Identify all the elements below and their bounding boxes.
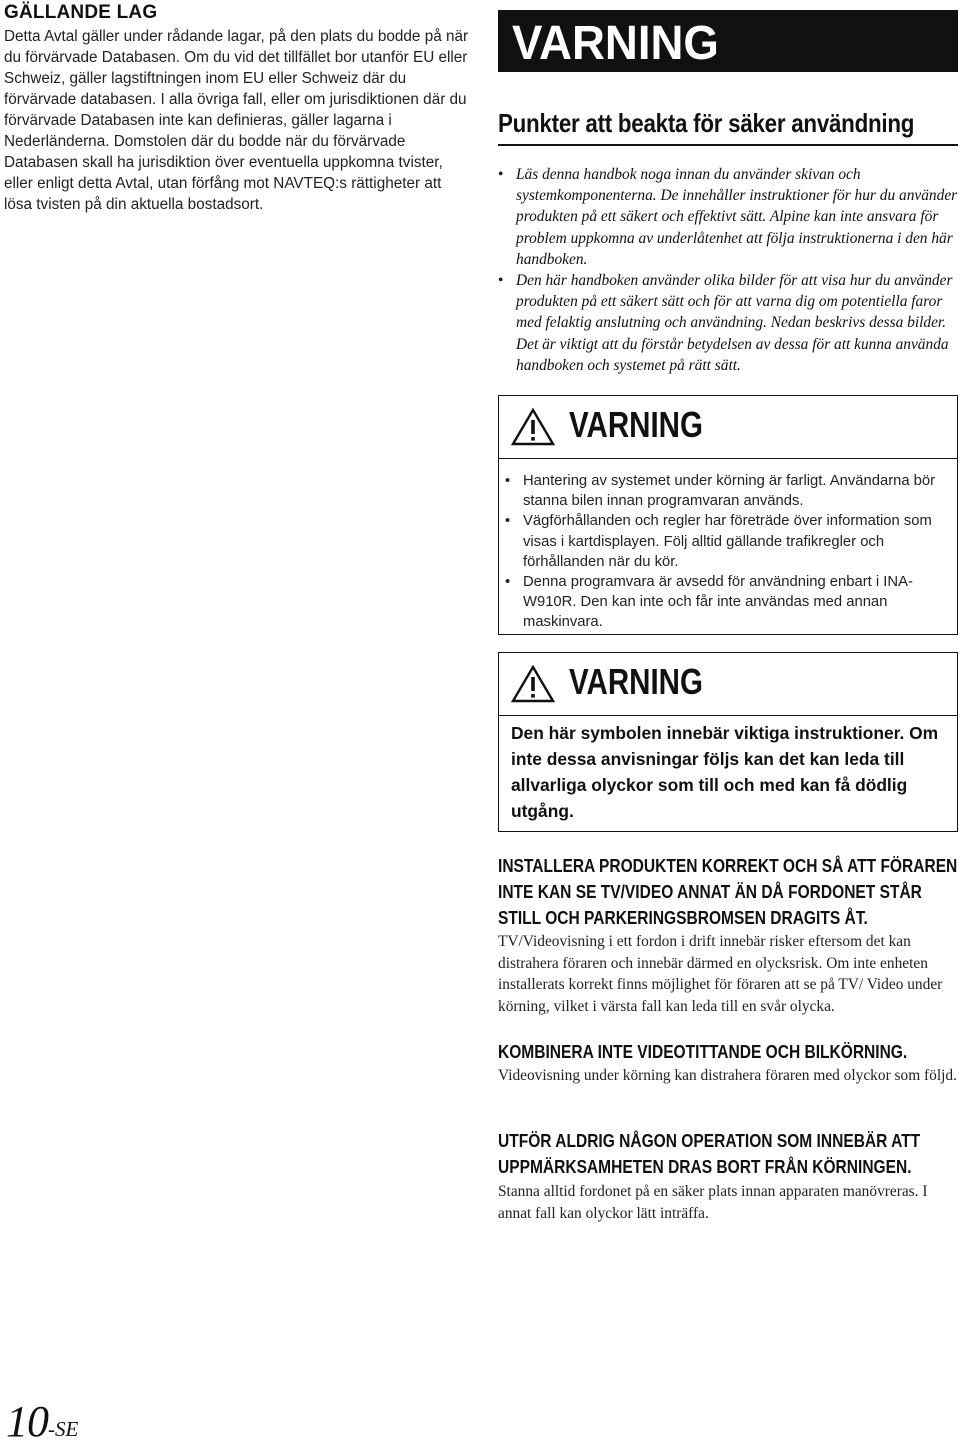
- warning-box-2: [498, 652, 958, 832]
- governing-law-body: Detta Avtal gäller under rådande lagar, på den plats du bodde på när du förvärvade Databasen. Om du vid det tillfället bor utanför EU eller Schweiz, gäller lagstiftningen inom EU eller Schweiz där du förvärvade databasen. I alla övriga fall, eller om jurisdiktionen där du förvärvade Databasen inte kan definieras, gäller lagarna i Nederländerna. Domstolen där du bodde när du förvärvade Databasen skall ha jurisdiktion över eventuella uppkomna tvister, eller enligt detta Avtal, utan förfång mot NAVTEQ:s rättigheter att lösa tvisten på din aktuella bostadsort.: [4, 28, 469, 213]
- bullet: •: [505, 513, 511, 530]
- warning-banner: [498, 10, 958, 72]
- safety-heading: Punkter att beakta för säker användning: [498, 108, 915, 138]
- bullet: •: [505, 574, 511, 591]
- bullet: •: [505, 473, 511, 489]
- safety-list: [498, 164, 958, 376]
- bullet: •: [498, 272, 504, 290]
- section-heading-video: KOMBINERA INTE VIDEOTITTANDE OCH BILKÖRNING.: [498, 1041, 908, 1062]
- warning-triangle-icon: [511, 665, 555, 703]
- list-item: [505, 511, 943, 572]
- safety-heading-rule: [498, 144, 958, 146]
- page-number: [6, 1396, 78, 1447]
- list-item: [505, 471, 943, 511]
- section-body-operation: Stanna alltid fordonet på en säker plats innan apparaten manövreras. I annat fall kan olyckor lätt inträffa.: [498, 1183, 928, 1222]
- section-heading-operation: UTFÖR ALDRIG NÅGON OPERATION SOM INNEBÄR ATT UPPMÄRKSAMHETEN DRAS BORT FRÅN KÖRNINGEN.: [498, 1130, 921, 1177]
- bullet: •: [498, 166, 504, 183]
- warning-symbol-explanation: Den här symbolen innebär viktiga instruktioner. Om inte dessa anvisningar följs kan det kan leda till allvarliga olyckor som till och med kan få dödlig utgång.: [511, 723, 939, 821]
- left-column: [4, 0, 472, 215]
- list-item: [498, 164, 958, 270]
- section-heading-install: INSTALLERA PRODUKTEN KORREKT OCH SÅ ATT FÖRAREN INTE KAN SE TV/VIDEO ANNAT ÄN DÅ FORDONET STÅR STILL OCH PARKERINGSBROMSEN DRAGITS ÅT.: [498, 855, 958, 928]
- section-body-video: Videovisning under körning kan distrahera föraren med olyckor som följd.: [498, 1067, 957, 1084]
- governing-law-heading: GÄLLANDE LAG: [4, 2, 158, 23]
- safety-item-text: Den här handboken använder olika bilder för att visa hur du använder produkten på ett säkert sätt och för att varna dig om potentiella faror med felaktig anslutning och användning. Nedan beskrivs dessa bilder. Det är viktigt att du förstår betydelsen av dessa för att kunna använda handboken och systemet på rätt sätt.: [516, 272, 953, 374]
- warning-item-text: Denna programvara är avsedd för användning enbart i INA-W910R. Den kan inte och får inte användas med annan maskinvara.: [523, 574, 913, 631]
- page-number-suffix: -SE: [48, 1417, 79, 1441]
- warning-item-text: Hantering av systemet under körning är farligt. Användarna bör stanna bilen innan programvaran används.: [523, 473, 936, 510]
- list-item: [505, 572, 943, 633]
- warning-box-title: VARNING: [569, 661, 703, 702]
- warning-box-title: VARNING: [569, 404, 703, 445]
- warning-box-header: [499, 396, 957, 459]
- warning-triangle-icon: [511, 408, 555, 446]
- warning-item-text: Vägförhållanden och regler har företräde över information som visas i kartdisplayen. Följ alltid gällande trafikregler och förhållanden när du kör.: [523, 513, 932, 570]
- warning-box-list: [499, 459, 957, 633]
- warning-box-header: [499, 653, 957, 716]
- safety-item-text: Läs denna handbok noga innan du använder skivan och systemkomponenterna. De innehåller instruktioner för hur du använder produkten på ett säkert och effektivt sätt. Alpine kan inte ansvara för problem uppkomna av underlåtenhet att följa instruktionerna i den här handboken.: [516, 166, 958, 268]
- list-item: [498, 270, 958, 376]
- section-body-install: TV/Videovisning i ett fordon i drift innebär risker eftersom det kan distrahera föraren och innebär därmed en olycksrisk. Om inte enheten installerats korrekt finns möjlighet för föraren att se på TV/ Video under körning, vilket i värsta fall kan leda till en svår olycka.: [498, 933, 943, 1016]
- warning-banner-text: VARNING: [512, 17, 719, 70]
- page-number-value: 10: [6, 1397, 48, 1446]
- warning-box-1: [498, 395, 958, 635]
